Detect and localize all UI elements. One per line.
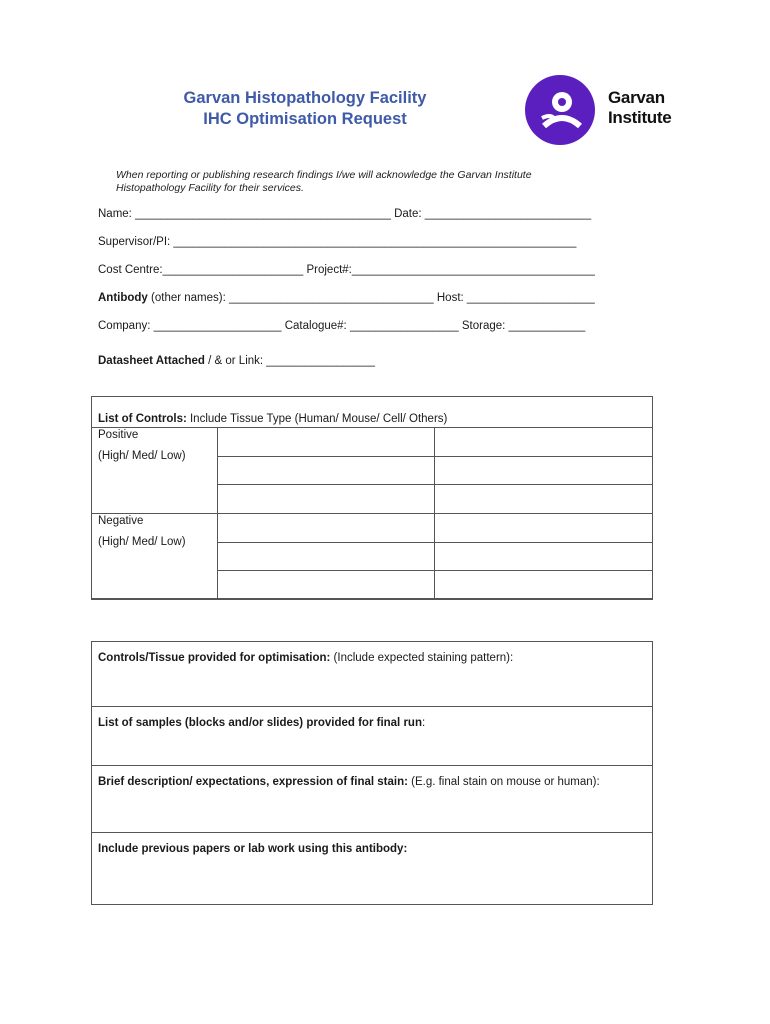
positive-entry-cell[interactable] <box>434 456 653 485</box>
catalogue-field[interactable]: _________________ <box>349 320 459 332</box>
cost-project-row <box>98 264 658 276</box>
positive-entry-cell[interactable] <box>217 456 435 485</box>
section-prompt-bold: Controls/Tissue provided for optimisation: <box>98 652 331 664</box>
storage-label: Storage: <box>458 320 509 332</box>
positive-levels: (High/ Med/ Low) <box>98 450 186 462</box>
controls-header <box>98 413 447 425</box>
project-label: Project#: <box>303 264 352 276</box>
antibody-field[interactable]: ________________________________ <box>229 292 434 304</box>
samples-prompt <box>98 713 638 734</box>
cost-centre-label: Cost Centre: <box>98 264 163 276</box>
description-prompt <box>98 772 638 793</box>
company-field[interactable]: ____________________ <box>153 320 282 332</box>
negative-levels: (High/ Med/ Low) <box>98 536 186 548</box>
previous-work-prompt <box>98 839 638 860</box>
name-field[interactable]: ________________________________________ <box>131 208 391 220</box>
host-label: Host: <box>433 292 467 304</box>
optimisation-tissue-section[interactable] <box>91 641 653 707</box>
controls-header-text: Include Tissue Type (Human/ Mouse/ Cell/ Others) <box>186 413 448 425</box>
garvan-logo <box>522 74 682 146</box>
description-section[interactable] <box>91 766 653 833</box>
company-label: Company: <box>98 320 154 332</box>
section-prompt-bold: Brief description/ expectations, expression of final stain: <box>98 776 408 788</box>
date-label: Date: <box>390 208 425 220</box>
negative-entry-cell[interactable] <box>217 542 435 571</box>
logo-text-line2: Institute <box>608 108 672 127</box>
section-prompt-bold: List of samples (blocks and/or slides) provided for final run <box>98 717 422 729</box>
form-title <box>140 88 470 130</box>
garvan-logo-icon <box>522 74 602 146</box>
datasheet-link-field[interactable]: _________________ <box>266 355 376 367</box>
datasheet-sublabel: / & or Link: <box>204 355 267 367</box>
section-prompt-text: : <box>421 717 426 729</box>
datasheet-row <box>98 355 658 367</box>
samples-section[interactable] <box>91 707 653 766</box>
negative-entry-cell[interactable] <box>434 570 653 600</box>
datasheet-label: Datasheet Attached <box>98 355 205 367</box>
project-field[interactable]: ______________________________________ <box>351 264 595 276</box>
controls-table <box>91 396 653 599</box>
supervisor-field[interactable]: _______________________________________________________________ <box>173 236 577 248</box>
negative-cell <box>91 513 218 600</box>
negative-entry-cell[interactable] <box>434 513 653 543</box>
antibody-sublabel: (other names): <box>147 292 229 304</box>
date-field[interactable]: __________________________ <box>424 208 592 220</box>
ack-line1: When reporting or publishing research findings I/we will acknowledge the Garvan Institute <box>116 169 532 181</box>
catalogue-label: Catalogue#: <box>281 320 350 332</box>
logo-text-line1: Garvan <box>608 88 665 107</box>
section-prompt-bold: Include previous papers or lab work using this antibody: <box>98 843 408 855</box>
negative-entry-cell[interactable] <box>217 513 435 543</box>
controls-header-bold: List of Controls: <box>98 413 187 425</box>
host-field[interactable]: ____________________ <box>466 292 595 304</box>
storage-field[interactable]: ____________ <box>508 320 586 332</box>
negative-entry-cell[interactable] <box>217 570 435 600</box>
facility-name: Garvan Histopathology Facility <box>183 89 427 107</box>
name-date-row <box>98 208 658 220</box>
antibody-row <box>98 292 658 304</box>
negative-label: Negative <box>98 515 144 527</box>
section-prompt-text: (E.g. final stain on mouse or human): <box>407 776 600 788</box>
optimisation-tissue-prompt <box>98 648 638 669</box>
name-label: Name: <box>98 208 132 220</box>
ack-line2: Histopathology Facility for their services. <box>116 181 304 194</box>
company-row <box>98 320 658 332</box>
antibody-label: Antibody <box>98 292 148 304</box>
positive-entry-cell[interactable] <box>434 427 653 457</box>
positive-label: Positive <box>98 429 139 441</box>
negative-entry-cell[interactable] <box>434 542 653 571</box>
positive-cell <box>91 427 218 514</box>
supervisor-row <box>98 236 658 248</box>
positive-entry-cell[interactable] <box>217 484 435 514</box>
previous-work-section[interactable] <box>91 833 653 905</box>
acknowledgement-text <box>116 169 636 194</box>
section-prompt-text: (Include expected staining pattern): <box>330 652 514 664</box>
supervisor-label: Supervisor/PI: <box>98 236 174 248</box>
positive-entry-cell[interactable] <box>434 484 653 514</box>
cost-centre-field[interactable]: ______________________ <box>162 264 304 276</box>
positive-entry-cell[interactable] <box>217 427 435 457</box>
form-name: IHC Optimisation Request <box>203 110 407 128</box>
